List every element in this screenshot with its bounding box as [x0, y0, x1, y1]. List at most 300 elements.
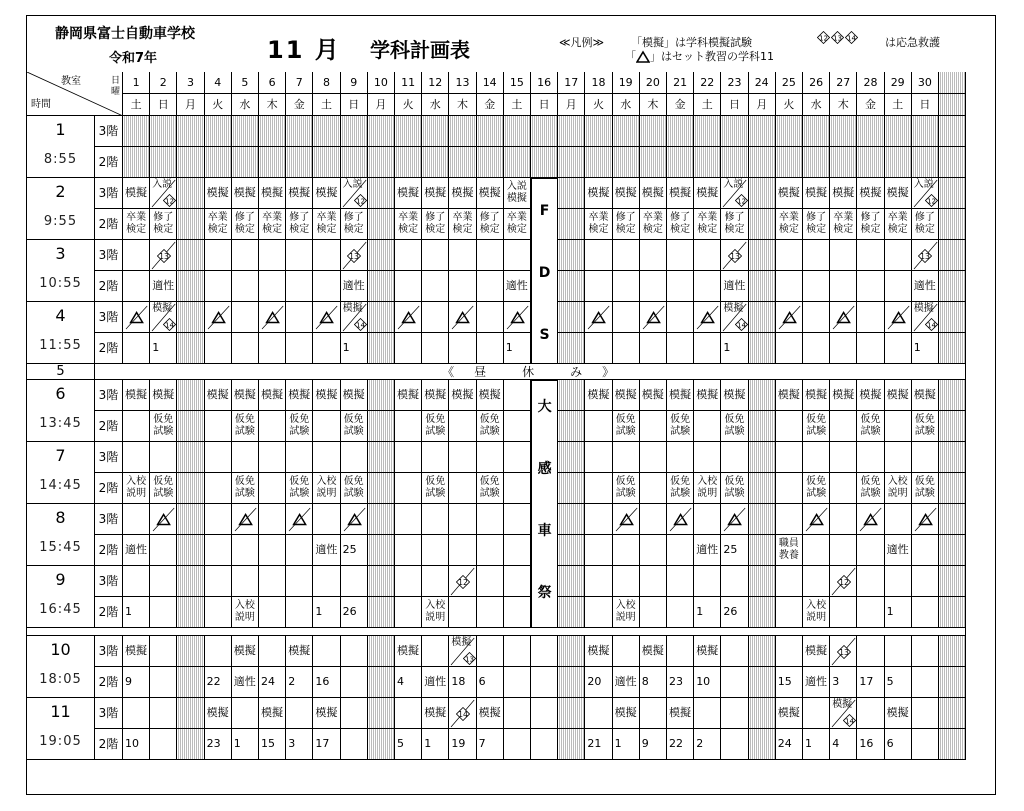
schedule-cell: [232, 504, 259, 535]
svg-text:14: 14: [355, 320, 365, 330]
schedule-sheet: [26, 15, 996, 795]
schedule-cell: [749, 271, 776, 302]
schedule-cell: [368, 473, 395, 504]
schedule-cell: 適性: [313, 535, 340, 566]
triangle-icon: [341, 504, 368, 535]
schedule-cell: [259, 535, 286, 566]
schedule-cell: [395, 240, 422, 271]
schedule-cell: [640, 473, 667, 504]
schedule-cell: 仮免 試験: [232, 473, 259, 504]
schedule-cell: [830, 302, 857, 333]
schedule-cell: 修了 検定: [803, 209, 830, 240]
period-cell: [27, 698, 95, 760]
schedule-cell: 模擬: [395, 380, 422, 411]
svg-text:12: 12: [355, 196, 365, 206]
schedule-cell: 17: [857, 667, 884, 698]
schedule-cell: [939, 271, 966, 302]
schedule-cell: [368, 209, 395, 240]
schedule-cell: [259, 597, 286, 628]
schedule-cell: [177, 271, 204, 302]
schedule-cell: 1: [721, 333, 748, 364]
weekday-label: 土: [123, 94, 150, 116]
schedule-cell: 模擬: [694, 178, 721, 209]
schedule-cell: [395, 411, 422, 442]
schedule-cell: [776, 240, 803, 271]
schedule-cell: [177, 698, 204, 729]
schedule-cell: [150, 240, 177, 271]
schedule-cell: 仮免 試験: [477, 411, 504, 442]
schedule-cell: [667, 116, 694, 147]
schedule-cell: 適性: [721, 271, 748, 302]
weekday-label: 日: [721, 94, 748, 116]
schedule-cell: [776, 504, 803, 535]
schedule-cell: 模擬: [259, 698, 286, 729]
schedule-cell: [558, 240, 585, 271]
schedule-cell: [694, 333, 721, 364]
schedule-cell: 21: [585, 729, 612, 760]
triangle-icon: [504, 302, 531, 333]
period-cell: [27, 240, 95, 302]
period-cell: [27, 566, 95, 628]
schedule-cell: [504, 380, 531, 411]
schedule-cell: 2: [286, 667, 313, 698]
schedule-cell: [368, 566, 395, 597]
schedule-cell: 模擬: [341, 380, 368, 411]
weekday-label: 火: [585, 94, 612, 116]
schedule-cell: 6: [477, 667, 504, 698]
schedule-cell: 入校 説明: [313, 473, 340, 504]
schedule-cell: [259, 636, 286, 667]
weekday-label: 水: [232, 94, 259, 116]
schedule-cell: [776, 636, 803, 667]
schedule-cell: 入校 説明: [803, 597, 830, 628]
legend-set-lesson-pre: 「: [625, 50, 636, 63]
schedule-cell: [912, 504, 939, 535]
schedule-cell: 22: [667, 729, 694, 760]
schedule-cell: 模擬: [395, 178, 422, 209]
schedule-cell: [803, 504, 830, 535]
schedule-cell: 模擬: [205, 698, 232, 729]
schedule-cell: [885, 566, 912, 597]
schedule-cell: [912, 597, 939, 628]
floor-label: 3階: [95, 116, 123, 147]
schedule-cell: [531, 147, 558, 178]
day-number: 17: [558, 72, 585, 94]
schedule-cell: [585, 302, 612, 333]
period-cell: [27, 380, 95, 442]
schedule-cell: [449, 411, 476, 442]
schedule-cell: [613, 147, 640, 178]
schedule-cell: [558, 116, 585, 147]
period-cell: [27, 116, 95, 178]
schedule-cell: [749, 442, 776, 473]
schedule-cell: [313, 333, 340, 364]
schedule-cell: [885, 504, 912, 535]
schedule-cell: [123, 566, 150, 597]
schedule-cell: [259, 116, 286, 147]
schedule-cell: [368, 667, 395, 698]
schedule-cell: 模擬: [803, 178, 830, 209]
schedule-cell: [939, 535, 966, 566]
schedule-cell: 卒業 検定: [123, 209, 150, 240]
day-number: 12: [422, 72, 449, 94]
schedule-cell: 修了 検定: [477, 209, 504, 240]
schedule-cell: 模擬: [123, 380, 150, 411]
period-time: 13:45: [39, 416, 82, 431]
period-time: 11:55: [39, 338, 82, 353]
schedule-cell: [640, 698, 667, 729]
schedule-cell: [477, 116, 504, 147]
schedule-cell: [477, 240, 504, 271]
weekday-label: 木: [640, 94, 667, 116]
schedule-cell: [259, 147, 286, 178]
schedule-cell: 入校 説明: [694, 473, 721, 504]
schedule-cell: [721, 566, 748, 597]
schedule-cell: 模擬 14: [150, 302, 177, 333]
schedule-cell: [776, 147, 803, 178]
schedule-cell: [368, 178, 395, 209]
schedule-cell: 仮免 試験: [613, 473, 640, 504]
schedule-cell: [776, 597, 803, 628]
schedule-cell: [286, 597, 313, 628]
schedule-cell: [504, 473, 531, 504]
schedule-cell: [694, 504, 721, 535]
weekday-label: 木: [830, 94, 857, 116]
schedule-cell: [613, 333, 640, 364]
schedule-cell: 修了 検定: [613, 209, 640, 240]
schedule-cell: [422, 147, 449, 178]
schedule-cell: 入校 説明: [232, 597, 259, 628]
schedule-cell: 適性: [912, 271, 939, 302]
schedule-cell: [749, 597, 776, 628]
svg-text:12: 12: [458, 577, 468, 587]
schedule-cell: [885, 442, 912, 473]
schedule-cell: 24: [776, 729, 803, 760]
floor-label: 2階: [95, 411, 123, 442]
schedule-cell: [830, 271, 857, 302]
svg-text:12: 12: [926, 196, 937, 206]
schedule-cell: [205, 147, 232, 178]
schedule-cell: [368, 729, 395, 760]
schedule-cell: [341, 442, 368, 473]
schedule-cell: [286, 147, 313, 178]
schedule-cell: [232, 147, 259, 178]
schedule-cell: [749, 147, 776, 178]
schedule-cell: 模擬: [640, 380, 667, 411]
schedule-cell: [830, 147, 857, 178]
schedule-cell: [558, 636, 585, 667]
schedule-cell: [912, 729, 939, 760]
schedule-cell: [721, 442, 748, 473]
schedule-cell: [640, 271, 667, 302]
schedule-cell: [150, 442, 177, 473]
period-time: 8:55: [43, 152, 78, 167]
period-number: 2: [55, 182, 66, 201]
day-number: 21: [667, 72, 694, 94]
emergency-icon: [735, 194, 748, 209]
schedule-cell: [205, 116, 232, 147]
schedule-cell: [205, 535, 232, 566]
schedule-cell: 9: [640, 729, 667, 760]
schedule-cell: [259, 442, 286, 473]
schedule-cell: [368, 147, 395, 178]
schedule-cell: 10: [694, 667, 721, 698]
schedule-cell: 修了 検定: [150, 209, 177, 240]
day-number: 16: [531, 72, 558, 94]
schedule-cell: [939, 729, 966, 760]
svg-text:14: 14: [458, 709, 468, 719]
schedule-cell: [667, 302, 694, 333]
schedule-cell: [150, 698, 177, 729]
emergency-icon: [463, 652, 476, 667]
schedule-cell: [558, 535, 585, 566]
triangle-icon: [449, 302, 476, 333]
schedule-cell: 模擬: [585, 380, 612, 411]
legend-mock-exam: 「模擬」は学科模擬試験: [631, 36, 752, 49]
weekday-label: 土: [694, 94, 721, 116]
schedule-cell: 模擬: [313, 178, 340, 209]
schedule-cell: 仮免 試験: [613, 411, 640, 442]
schedule-cell: [585, 240, 612, 271]
schedule-cell: [694, 116, 721, 147]
schedule-cell: 20: [585, 667, 612, 698]
schedule-cell: [830, 116, 857, 147]
schedule-cell: 修了 検定: [667, 209, 694, 240]
era-year: 令和7年: [109, 51, 158, 66]
schedule-cell: [803, 240, 830, 271]
schedule-cell: [667, 240, 694, 271]
schedule-cell: 10: [123, 729, 150, 760]
day-number: 1: [123, 72, 150, 94]
day-number: 10: [368, 72, 395, 94]
schedule-cell: [830, 566, 857, 597]
schedule-cell: [613, 504, 640, 535]
schedule-cell: 卒業 検定: [313, 209, 340, 240]
day-number: 18: [585, 72, 612, 94]
schedule-cell: [177, 667, 204, 698]
schedule-cell: [177, 333, 204, 364]
weekday-label: 土: [504, 94, 531, 116]
triangle-icon: [259, 302, 286, 333]
schedule-cell: 模擬: [776, 178, 803, 209]
schedule-cell: [259, 240, 286, 271]
schedule-cell: 模擬: [885, 698, 912, 729]
weekday-label: 日: [150, 94, 177, 116]
schedule-cell: [749, 473, 776, 504]
schedule-cell: [558, 147, 585, 178]
svg-text:12: 12: [838, 577, 849, 587]
schedule-cell: [395, 473, 422, 504]
triangle-icon: [123, 302, 150, 333]
schedule-cell: [449, 535, 476, 566]
schedule-cell: 模擬: [694, 380, 721, 411]
schedule-cell: 卒業 検定: [640, 209, 667, 240]
schedule-cell: [857, 442, 884, 473]
schedule-cell: [857, 116, 884, 147]
emergency-icon: [918, 249, 932, 266]
schedule-cell: 修了 検定: [422, 209, 449, 240]
period-cell: [27, 442, 95, 504]
schedule-cell: [286, 302, 313, 333]
schedule-cell: [422, 333, 449, 364]
schedule-cell: [313, 442, 340, 473]
schedule-cell: [776, 271, 803, 302]
corner-day: 日: [111, 76, 121, 86]
schedule-cell: [749, 178, 776, 209]
schedule-cell: [721, 667, 748, 698]
schedule-cell: [422, 504, 449, 535]
schedule-cell: [749, 380, 776, 411]
schedule-cell: 仮免 試験: [721, 411, 748, 442]
schedule-cell: 修了 検定: [857, 209, 884, 240]
schedule-cell: [368, 271, 395, 302]
schedule-cell: [912, 698, 939, 729]
schedule-cell: [477, 333, 504, 364]
emergency-icon: [925, 194, 938, 209]
schedule-cell: [912, 535, 939, 566]
schedule-cell: [558, 209, 585, 240]
schedule-cell: [286, 240, 313, 271]
schedule-cell: 仮免 試験: [422, 411, 449, 442]
schedule-cell: [232, 271, 259, 302]
schedule-cell: [558, 380, 585, 411]
sheet-header: [27, 16, 995, 72]
floor-label: 2階: [95, 667, 123, 698]
schedule-cell: [721, 729, 748, 760]
schedule-cell: [368, 116, 395, 147]
schedule-cell: 1: [123, 597, 150, 628]
schedule-cell: [585, 473, 612, 504]
schedule-cell: [749, 411, 776, 442]
floor-label: 3階: [95, 566, 123, 597]
schedule-cell: [749, 698, 776, 729]
schedule-cell: [395, 566, 422, 597]
schedule-cell: [177, 473, 204, 504]
schedule-cell: [504, 504, 531, 535]
schedule-cell: 修了 検定: [286, 209, 313, 240]
schedule-cell: 卒業 検定: [830, 209, 857, 240]
schedule-cell: [259, 411, 286, 442]
schedule-cell: 卒業 検定: [395, 209, 422, 240]
schedule-cell: [205, 636, 232, 667]
schedule-cell: [504, 442, 531, 473]
schedule-cell: [912, 116, 939, 147]
schedule-cell: [857, 698, 884, 729]
schedule-cell: [857, 333, 884, 364]
schedule-cell: [395, 535, 422, 566]
schedule-cell: [313, 271, 340, 302]
schedule-cell: [912, 240, 939, 271]
schedule-cell: [558, 411, 585, 442]
schedule-cell: [449, 597, 476, 628]
schedule-cell: [613, 535, 640, 566]
weekday-label: 金: [857, 94, 884, 116]
schedule-cell: 1: [885, 597, 912, 628]
schedule-cell: [558, 597, 585, 628]
weekday-label: 木: [449, 94, 476, 116]
schedule-cell: [504, 411, 531, 442]
schedule-cell: [585, 597, 612, 628]
fds-letter: D: [538, 265, 551, 281]
triangle-icon: [150, 504, 177, 535]
schedule-cell: [286, 566, 313, 597]
floor-label: 2階: [95, 333, 123, 364]
schedule-cell: [558, 729, 585, 760]
schedule-cell: [885, 116, 912, 147]
floor-label: 2階: [95, 147, 123, 178]
schedule-cell: 卒業 検定: [259, 209, 286, 240]
schedule-cell: 3: [286, 729, 313, 760]
schedule-cell: [123, 333, 150, 364]
schedule-cell: [585, 333, 612, 364]
schedule-cell: 模擬: [232, 636, 259, 667]
schedule-cell: [313, 411, 340, 442]
schedule-cell: [395, 442, 422, 473]
day-number: 13: [449, 72, 476, 94]
schedule-cell: [123, 504, 150, 535]
floor-label: 3階: [95, 302, 123, 333]
emergency-icon: [728, 249, 742, 266]
schedule-cell: [749, 729, 776, 760]
weekday-label: 金: [667, 94, 694, 116]
schedule-cell: 仮免 試験: [667, 473, 694, 504]
schedule-cell: [939, 240, 966, 271]
schedule-cell: [585, 535, 612, 566]
emergency-12-icon: [817, 31, 830, 44]
schedule-cell: [395, 504, 422, 535]
schedule-cell: 模擬: [885, 178, 912, 209]
schedule-cell: 適性: [803, 667, 830, 698]
schedule-cell: [313, 504, 340, 535]
schedule-cell: 仮免 試験: [286, 473, 313, 504]
schedule-cell: 模擬: [721, 380, 748, 411]
weekday-label: 水: [613, 94, 640, 116]
schedule-cell: [640, 116, 667, 147]
schedule-cell: 適性: [885, 535, 912, 566]
floor-label: 2階: [95, 209, 123, 240]
schedule-cell: [613, 271, 640, 302]
schedule-cell: 模擬: [422, 380, 449, 411]
schedule-cell: [123, 698, 150, 729]
schedule-cell: 模擬: [232, 178, 259, 209]
period-time: 16:45: [39, 602, 82, 617]
lunch-row: 《 昼 休 み 》: [95, 364, 966, 380]
schedule-cell: [640, 147, 667, 178]
schedule-cell: [857, 271, 884, 302]
schedule-cell: 3: [830, 667, 857, 698]
triangle-icon: [857, 504, 884, 535]
schedule-cell: [640, 302, 667, 333]
schedule-cell: [177, 116, 204, 147]
weekday-label: 金: [477, 94, 504, 116]
schedule-cell: 模擬: [259, 178, 286, 209]
schedule-cell: [232, 535, 259, 566]
schedule-cell: [558, 442, 585, 473]
schedule-cell: [857, 147, 884, 178]
schedule-cell: [885, 411, 912, 442]
schedule-cell: [939, 597, 966, 628]
schedule-cell: 26: [721, 597, 748, 628]
schedule-cell: 模擬: [123, 636, 150, 667]
schedule-cell: [558, 178, 585, 209]
schedule-cell: 15: [776, 667, 803, 698]
schedule-cell: [558, 271, 585, 302]
schedule-cell: [368, 302, 395, 333]
floor-label: 2階: [95, 535, 123, 566]
schedule-cell: [177, 302, 204, 333]
schedule-cell: [558, 333, 585, 364]
schedule-cell: 修了 検定: [341, 209, 368, 240]
